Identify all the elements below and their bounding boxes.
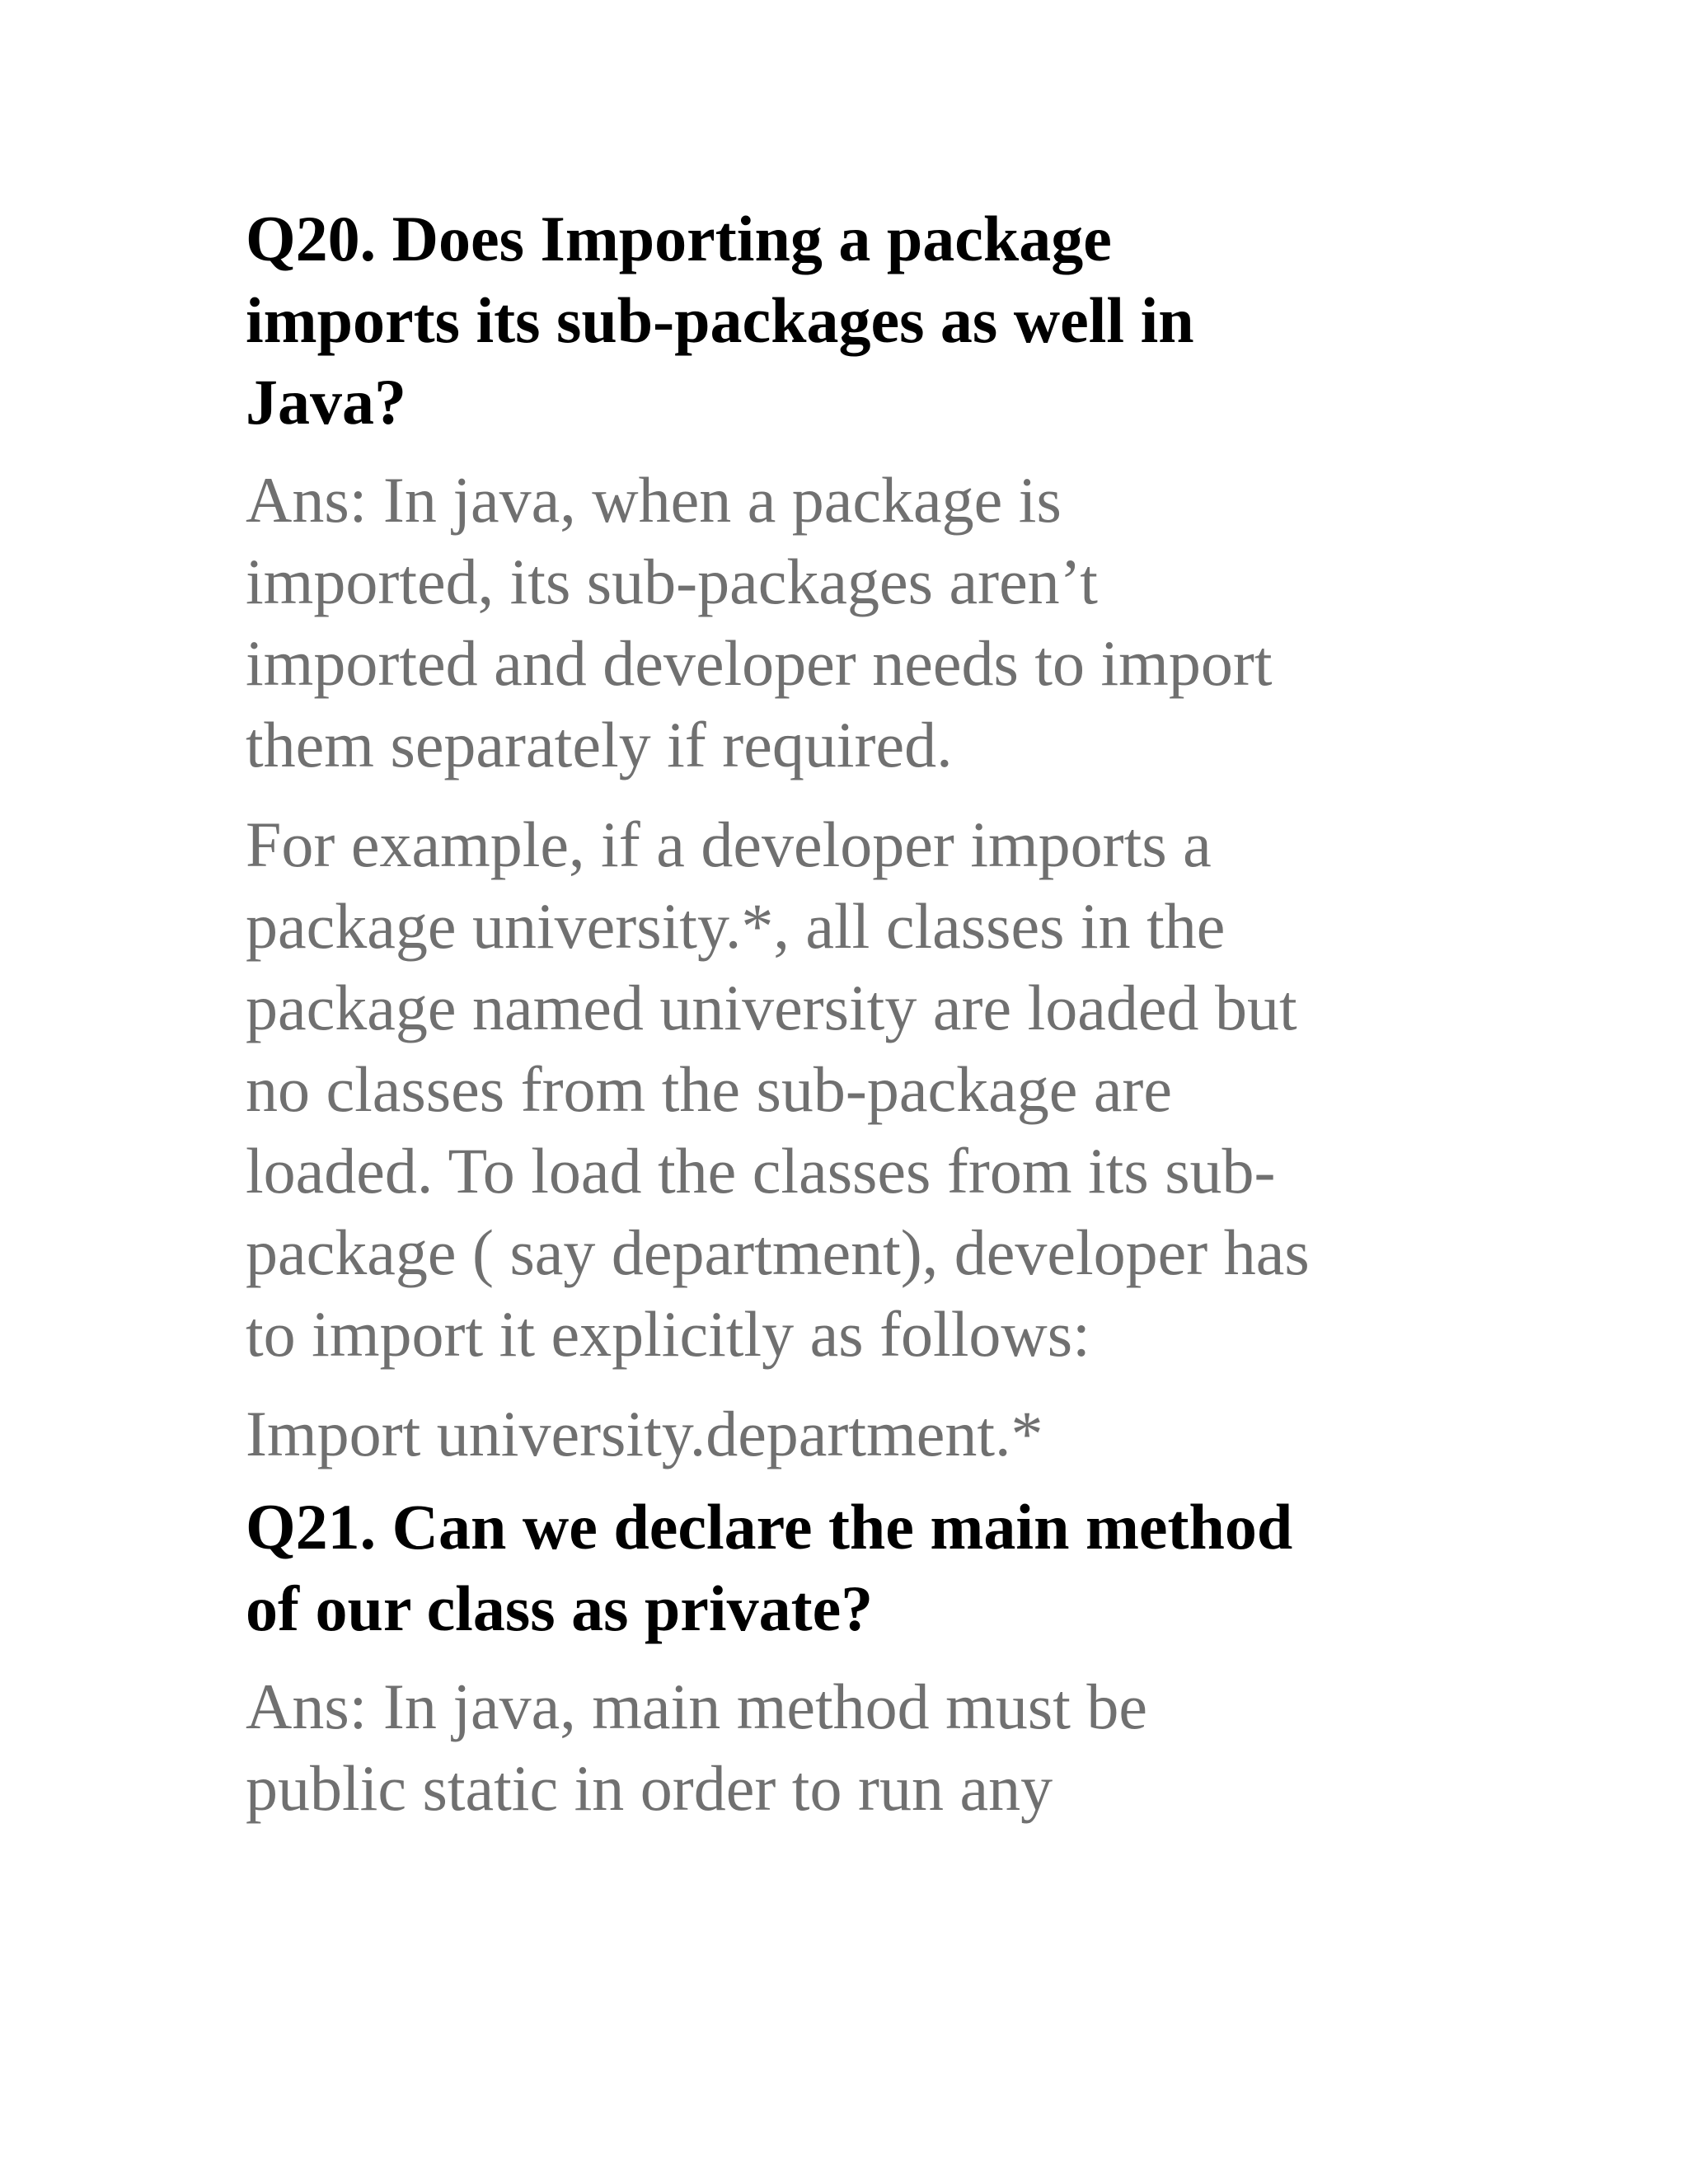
answer-q21-paragraph-1: Ans: In java, main method must be public static in order to run any	[246, 1671, 1147, 1824]
question-q20-heading: Q20. Does Importing a package imports its sub-packages as well in Java?	[246, 203, 1194, 438]
answer-q20-paragraph-2: For example, if a developer imports a package university.*, all classes in the package named university are loaded but no classes from the sub-package are loaded. To load the classes from its sub- package ( say department), developer has to import it explicitly as follows:	[246, 808, 1310, 1370]
answer-q20-paragraph-3: Import university.department.*	[246, 1398, 1043, 1469]
answer-q20-paragraph-1: Ans: In java, when a package is imported, its sub-packages aren’t imported and developer needs to import them separately if required.	[246, 464, 1273, 780]
question-q21-heading: Q21. Can we declare the main method of our class as private?	[246, 1491, 1293, 1644]
document-content	[246, 198, 1457, 1829]
